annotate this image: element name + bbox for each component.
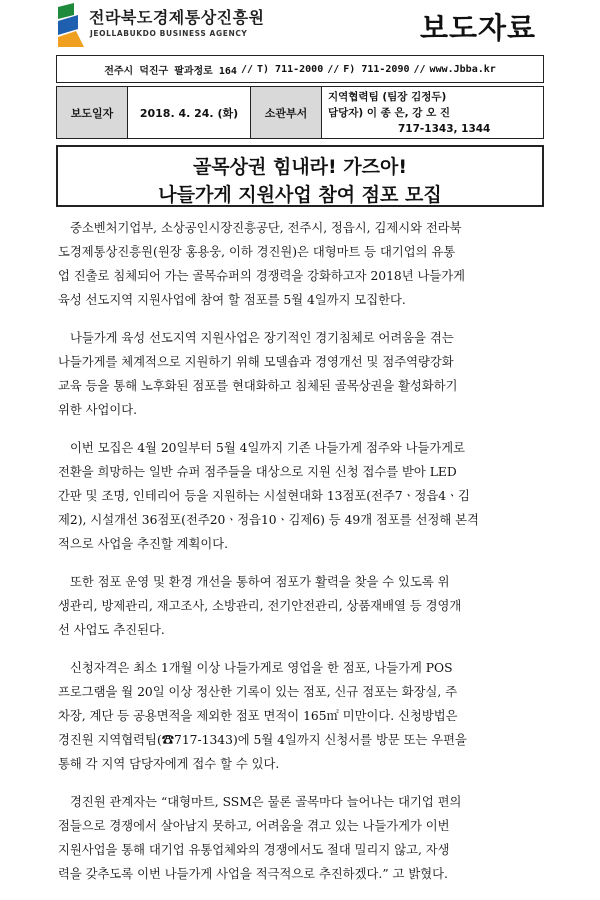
- org-name-english: JEOLLABUKDO BUSINESS AGENCY: [90, 29, 248, 38]
- paragraph: [58, 656, 544, 776]
- dept-label: 소관부서: [251, 87, 322, 139]
- text-line: 전환을 희망하는 일반 슈퍼 점주들을 대상으로 지원 신청 접수를 받아 LED: [58, 465, 457, 479]
- agency-logo-icon: [56, 3, 86, 47]
- contact-bar: [56, 55, 544, 83]
- team-line: 지역협력팀 (팀장 김정두): [328, 90, 447, 103]
- text-line: 통해 각 지역 담당자에게 접수 할 수 있다.: [58, 757, 280, 771]
- text-line: 생관리, 방제관리, 재고조사, 소방관리, 전기안전관리, 상품재배열 등 경영개: [58, 599, 462, 613]
- text-line: 적으로 사업을 추진할 계획이다.: [58, 537, 229, 551]
- text-line: 또한 점포 운영 및 환경 개선을 통하여 점포가 활력을 찾을 수 있도록 위: [70, 575, 450, 589]
- text-line: 력을 갖추도록 이번 나들가게 사업을 적극적으로 추진하겠다.” 고 밝혔다.: [58, 867, 448, 881]
- text-line: 도경제통상진흥원(원장 홍용웅, 이하 경진원)은 대형마트 등 대기업의 유통: [58, 245, 456, 259]
- phone-line: 717-1343, 1344: [398, 122, 491, 135]
- text-line: 점들으로 경쟁에서 살아남지 못하고, 어려움을 겪고 있는 나들가게가 이번: [58, 819, 450, 833]
- separator: //: [240, 63, 253, 75]
- text-line: 업 진출로 침체되어 가는 골목슈퍼의 경쟁력을 강화하고자 2018년 나들가게: [58, 269, 466, 283]
- text-line: 제2), 시설개선 36점포(전주20ㆍ정읍10ㆍ김제6) 등 49개 점포를 선정해 본격: [58, 513, 479, 527]
- text-line: 지원사업을 통해 대기업 유통업체와의 경쟁에서도 절대 밀리지 않고, 자생: [58, 843, 450, 857]
- text-line: 신청자격은 최소 1개월 이상 나들가게로 영업을 한 점포, 나들가게 POS: [70, 661, 453, 675]
- text-line: 경진원 관계자는 “대형마트, SSM은 물론 골목마다 늘어나는 대기업 편의: [70, 795, 462, 809]
- date-label: 보도일자: [57, 87, 128, 139]
- date-value: 2018. 4. 24. (화): [128, 87, 251, 139]
- text-line: 경진원 지역협력팀(☎717-1343)에 5월 4일까지 신청서를 방문 또는 우편을: [58, 733, 467, 747]
- article-body: [58, 216, 544, 900]
- text-line: 교육 등을 통해 노후화된 점포를 현대화하고 침체된 골목상권을 활성화하기: [58, 379, 458, 393]
- headline-line1: 골목상권 힘내라! 가즈아!: [192, 156, 408, 178]
- paragraph: [58, 790, 544, 886]
- paragraph: [58, 216, 544, 312]
- org-name: 전라북도경제통상진흥원: [89, 8, 265, 27]
- header: [0, 0, 600, 50]
- text-line: 차장, 계단 등 공용면적을 제외한 점포 면적이 165㎡ 미만이다. 신청방법은: [58, 709, 458, 723]
- text-line: 위한 사업이다.: [58, 403, 138, 417]
- text-line: 나들가게를 체계적으로 지원하기 위해 모델숍과 경영개선 및 점주역량강화: [58, 355, 454, 369]
- fax: F) 711-2090: [343, 63, 410, 75]
- paragraph: [58, 570, 544, 642]
- text-line: 간판 및 조명, 인테리어 등을 지원하는 시설현대화 13점포(전주7ㆍ정읍4ㆍ김: [58, 489, 470, 503]
- address: 전주시 덕진구 팔과정로 164: [104, 65, 237, 77]
- text-line: 선 사업도 추진된다.: [58, 623, 165, 637]
- text-line: 나들가게 육성 선도지역 지원사업은 장기적인 경기침체로 어려움을 겪는: [70, 331, 454, 345]
- separator: //: [413, 63, 426, 75]
- text-line: 중소벤처기업부, 소상공인시장진흥공단, 전주시, 정읍시, 김제시와 전라북: [70, 221, 462, 235]
- text-line: 육성 선도지역 지원사업에 참여 할 점포를 5월 4일까지 모집한다.: [58, 293, 406, 307]
- paragraph: [58, 436, 544, 556]
- text-line: 프로그램을 월 20일 이상 정산한 기록이 있는 점포, 신규 점포는 화장실, 주: [58, 685, 458, 699]
- staff-line: 담당자) 이 종 은, 강 오 진: [328, 106, 451, 119]
- website-link[interactable]: www.Jbba.kr: [429, 63, 496, 75]
- separator: //: [327, 63, 340, 75]
- headline-box: [56, 145, 544, 207]
- tel: T) 711-2000: [256, 63, 324, 75]
- doc-type-title: 보도자료: [420, 11, 537, 45]
- headline-line2: 나들가게 지원사업 참여 점포 모집: [158, 184, 442, 206]
- paragraph: [58, 326, 544, 422]
- text-line: 이번 모집은 4월 20일부터 5월 4일까지 기존 나들가게 점주와 나들가게로: [70, 441, 466, 455]
- release-info-table: [56, 86, 544, 139]
- staff-info: [322, 87, 544, 139]
